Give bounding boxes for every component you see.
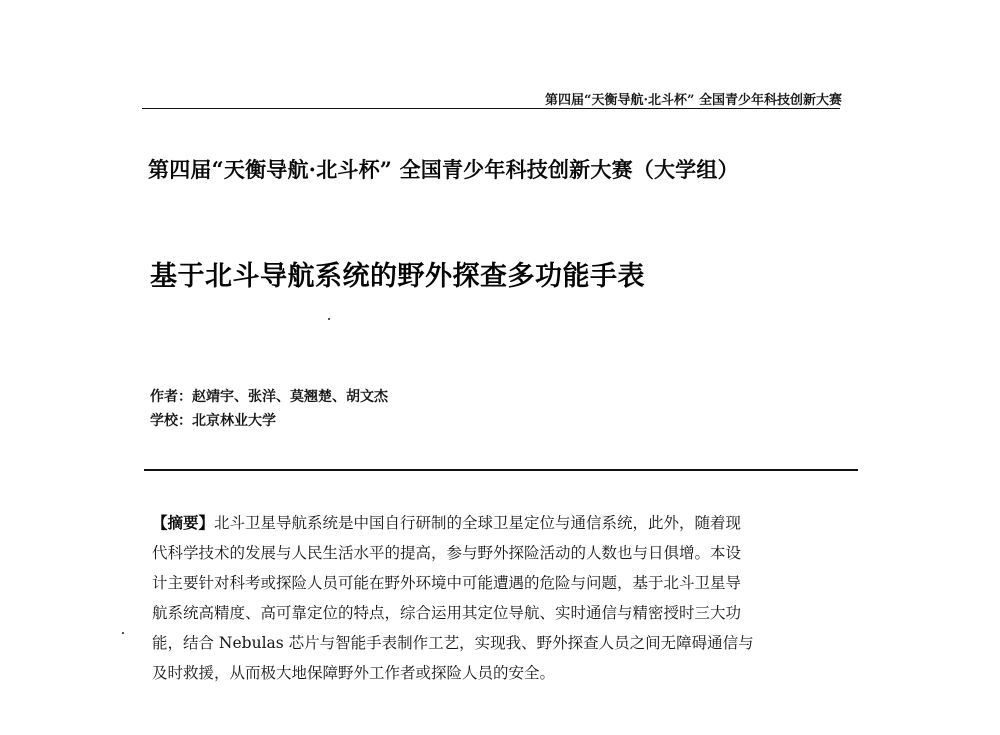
authors-line: 作者：赵靖宇、张洋、莫翘楚、胡文杰 <box>150 389 388 405</box>
abstract-line <box>152 508 862 538</box>
abstract-line: 计主要针对科考或探险人员可能在野外环境中可能遭遇的危险与问题，基于北斗卫星导 <box>152 574 742 592</box>
abstract <box>152 508 862 688</box>
running-header: 第四届“天衡导航·北斗杯” 全国青少年科技创新大赛 <box>544 93 842 108</box>
section-rule <box>144 469 858 471</box>
abstract-line: 代科学技术的发展与人民生活水平的提高，参与野外探险活动的人数也与日俱增。本设 <box>152 544 742 562</box>
abstract-line: 及时救援，从而极大地保障野外工作者或探险人员的安全。 <box>152 664 556 682</box>
scan-speck <box>122 632 124 634</box>
abstract-line: 能，结合 Nebulas 芯片与智能手表制作工艺，实现我、野外探查人员之间无障碍通信与 <box>152 634 754 652</box>
abstract-line: 航系统高精度、高可靠定位的特点，综合运用其定位导航、实时通信与精密授时三大功 <box>152 604 742 622</box>
paper-title: 基于北斗导航系统的野外探查多功能手表 <box>150 261 645 292</box>
abstract-text: 北斗卫星导航系统是中国自行研制的全球卫星定位与通信系统，此外，随着现 <box>214 514 742 532</box>
competition-title: 第四届“天衡导航·北斗杯” 全国青少年科技创新大赛（大学组） <box>148 157 739 182</box>
header-rule <box>142 108 840 109</box>
abstract-label: 【摘要】 <box>152 513 215 532</box>
scan-speck <box>328 318 330 320</box>
school-line: 学校：北京林业大学 <box>150 413 276 429</box>
